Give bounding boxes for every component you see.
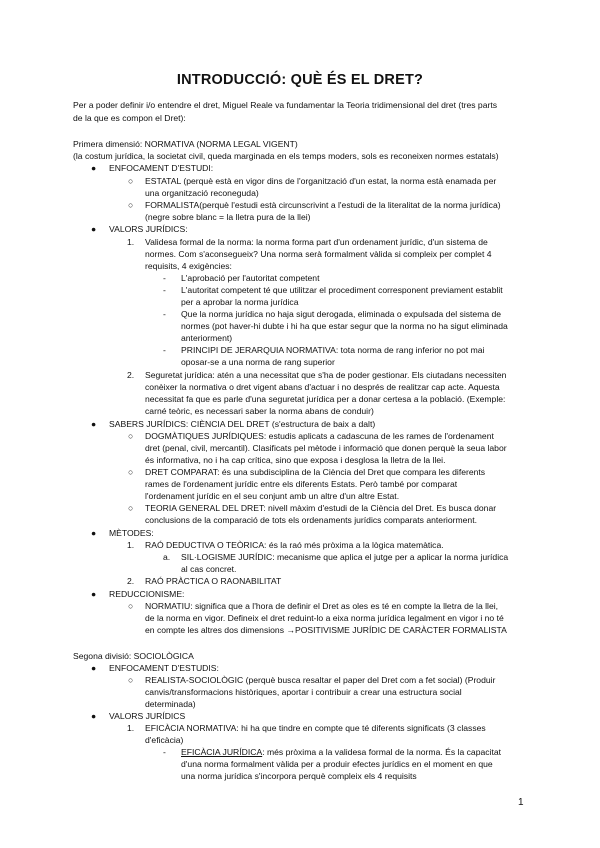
valors-label: VALORS JURÍDICS	[109, 711, 186, 721]
section-heading-normativa: Primera dimensió: NORMATIVA (NORMA LEGAL VIGENT)	[73, 139, 298, 149]
list-item: l'ordenament jurídic en el seu conjunt amb un altre d'un altre Estat.	[145, 491, 400, 501]
circle-bullet-icon: ○	[128, 431, 134, 441]
dash-bullet-icon: -	[163, 747, 166, 757]
list-number: 1.	[127, 723, 135, 733]
list-letter: a.	[163, 552, 171, 562]
list-item: oposar-se a una norma de rang superior	[181, 357, 335, 367]
bullet-icon: ●	[91, 224, 97, 234]
term-eficacia-juridica: EFICÀCIA JURÍDICA	[181, 747, 263, 757]
list-item: de la norma en vigor. Defineix el dret reduint-lo a eixa norma jurídica legalment en vigor i no té	[145, 613, 504, 623]
list-item: d'eficàcia)	[145, 735, 184, 745]
list-item: carné teòric, es necessari saber la norma abans de conduir)	[145, 406, 374, 416]
bullet-icon: ●	[91, 663, 97, 673]
reduccionisme-label: REDUCCIONISME:	[109, 589, 185, 599]
enfocament-label: ENFOCAMENT D'ESTUDI:	[109, 163, 214, 173]
bullet-icon: ●	[91, 711, 97, 721]
list-item: EFICÀCIA NORMATIVA: hi ha que tindre en compte que té diferents significats (3 classes	[145, 723, 486, 733]
enfocament-label: ENFOCAMENT D'ESTUDIS:	[109, 663, 219, 673]
dash-bullet-icon: -	[163, 285, 166, 295]
list-item: una organització reconeguda)	[145, 188, 259, 198]
circle-bullet-icon: ○	[128, 675, 134, 685]
circle-bullet-icon: ○	[128, 176, 134, 186]
circle-bullet-icon: ○	[128, 467, 134, 477]
list-item: dret (penal, civil, mercantil). Clasificats pel mètode i informació que donen perquè la seua labor	[145, 443, 507, 453]
list-number: 1.	[127, 237, 135, 247]
intro-line-1: Per a poder definir i/o entendre el dret, Miguel Reale va fundamentar la Teoria tridimensional del dret (tres parts	[73, 100, 498, 110]
valors-label: VALORS JURÍDICS:	[109, 224, 188, 234]
list-item: DRET COMPARAT: és una subdisciplina de la Ciència del Dret que compara les diferents	[145, 467, 486, 477]
bullet-icon: ●	[91, 589, 97, 599]
list-item: FORMALISTA(perquè l'estudi està circunscrivint a l'estudi de la literalitat de la norma jurídica)	[145, 200, 501, 210]
page-title: INTRODUCCIÓ: QUÈ ÉS EL DRET?	[176, 72, 424, 88]
list-item	[181, 746, 501, 758]
list-item: necessitat fa que es parle d'una seguretat jurídica per a donar certesa a la població. (Exemple:	[145, 394, 506, 404]
circle-bullet-icon: ○	[128, 200, 134, 210]
section-note: (la costum jurídica, la societat civil, queda marginada en els temps moders, sols es reconeixen normes estatals)	[73, 151, 499, 161]
circle-bullet-icon: ○	[128, 601, 134, 611]
term-definition: : més pròxima a la validesa formal de la norma. És la capacitat	[262, 747, 502, 757]
list-item: conclusions de la comparació de tots els ordenaments jurídics comparats anteriorment.	[145, 515, 477, 525]
list-item: RAÓ PRÀCTICA O RAONABILITAT	[145, 576, 282, 586]
list-item: Validesa formal de la norma: la norma forma part d'un ordenament jurídic, d'un sistema de	[145, 237, 488, 247]
list-number: 2.	[127, 370, 135, 380]
list-item: Que la norma jurídica no haja sigut derogada, eliminada o expulsada del sistema de	[181, 309, 502, 319]
bullet-icon: ●	[91, 163, 97, 173]
list-item: normes. Com s'aconsegueix? Una norma serà formalment vàlida si compleix per complet 4	[145, 249, 492, 259]
list-item: anteriorment)	[181, 333, 233, 343]
list-item: és informativa, no i ha cap crítica, sino que exposa i desglosa la lletra de la llei.	[145, 455, 446, 465]
bullet-icon: ●	[91, 528, 97, 538]
list-item: al cas concret.	[181, 564, 237, 574]
list-item: L'aprobació per l'autoritat competent	[181, 273, 320, 283]
list-item: RAÓ DEDUCTIVA O TEÒRICA: és la raó més pròxima a la lògica matemàtica.	[145, 540, 444, 550]
list-item: TEORIA GENERAL DEL DRET: nivell màxim d'estudi de la Ciència del Dret. Es busca donar	[145, 503, 497, 513]
list-item: normes (pot haver-hi dubte i hi ha que estar segur que la norma no ha sigut eliminada	[181, 321, 508, 331]
intro-line-2: de la que es compon el Dret):	[73, 113, 186, 123]
list-item: (negre sobre blanc = la lletra pura de la llei)	[145, 212, 311, 222]
list-item: rames de l'ordenament jurídic entre els diferents Estats. Però també por comparat	[145, 479, 458, 489]
list-number: 1.	[127, 540, 135, 550]
list-item: REALISTA-SOCIOLÒGIC (perquè busca resaltar el paper del Dret com a fet social) (Produir	[145, 675, 496, 685]
list-item: NORMATIU: significa que a l'hora de definir el Dret as oles es té en compte la lletra de la llei,	[145, 601, 499, 611]
list-item: requisits, 4 exigències:	[145, 261, 232, 271]
dash-bullet-icon: -	[163, 345, 166, 355]
sabers-label: SABERS JURÍDICS: CIÈNCIA DEL DRET (s'estructura de baix a dalt)	[109, 419, 376, 429]
list-item: L'autoritat competent té que utilitzar el procediment corresponent previament establit	[181, 285, 503, 295]
list-item: determinada)	[145, 699, 196, 709]
list-item: conèixer la normativa o dret vigent abans d'actuar i no després de realitzar cap acte. Aquesta	[145, 382, 500, 392]
dash-bullet-icon: -	[163, 309, 166, 319]
list-item: per a aprobar la norma jurídica	[181, 297, 299, 307]
list-item: DOGMÀTIQUES JURÍDIQUES: estudis aplicats a cadascuna de les rames de l'ordenament	[145, 431, 494, 441]
list-item: Seguretat jurídica: atén a una necessitat que s'ha de poder gestionar. Els ciutadans necessiten	[145, 370, 507, 380]
circle-bullet-icon: ○	[128, 503, 134, 513]
list-item: ESTATAL (perquè està en vigor dins de l'organització d'un estat, la norma està enamada per	[145, 176, 497, 186]
list-item: d'una norma formalment vàlida per a produir efectes jurídics en el moment en que	[181, 759, 493, 769]
bullet-icon: ●	[91, 419, 97, 429]
list-item: una norma jurídica s'incorpora perquè compleix els 4 requisits	[181, 771, 417, 781]
page-number: 1	[518, 797, 524, 808]
list-number: 2.	[127, 576, 135, 586]
list-item: canvis/transformacions històriques, aportar i contribuir a crear una estructura social	[145, 687, 462, 697]
section-heading-sociologica: Segona divisió: SOCIOLÒGICA	[73, 651, 194, 661]
metodes-label: MÈTODES:	[109, 528, 154, 538]
list-item: PRINCIPI DE JERARQUIA NORMATIVA: tota norma de rang inferior no pot mai	[181, 345, 485, 355]
list-item: SIL·LOGISME JURÍDIC: mecanisme que aplica el jutge per a aplicar la norma jurídica	[181, 552, 509, 562]
list-item: en compte les altres dos dimensions →POSITIVISME JURÍDIC DE CARÀCTER FORMALISTA	[145, 625, 507, 635]
dash-bullet-icon: -	[163, 273, 166, 283]
